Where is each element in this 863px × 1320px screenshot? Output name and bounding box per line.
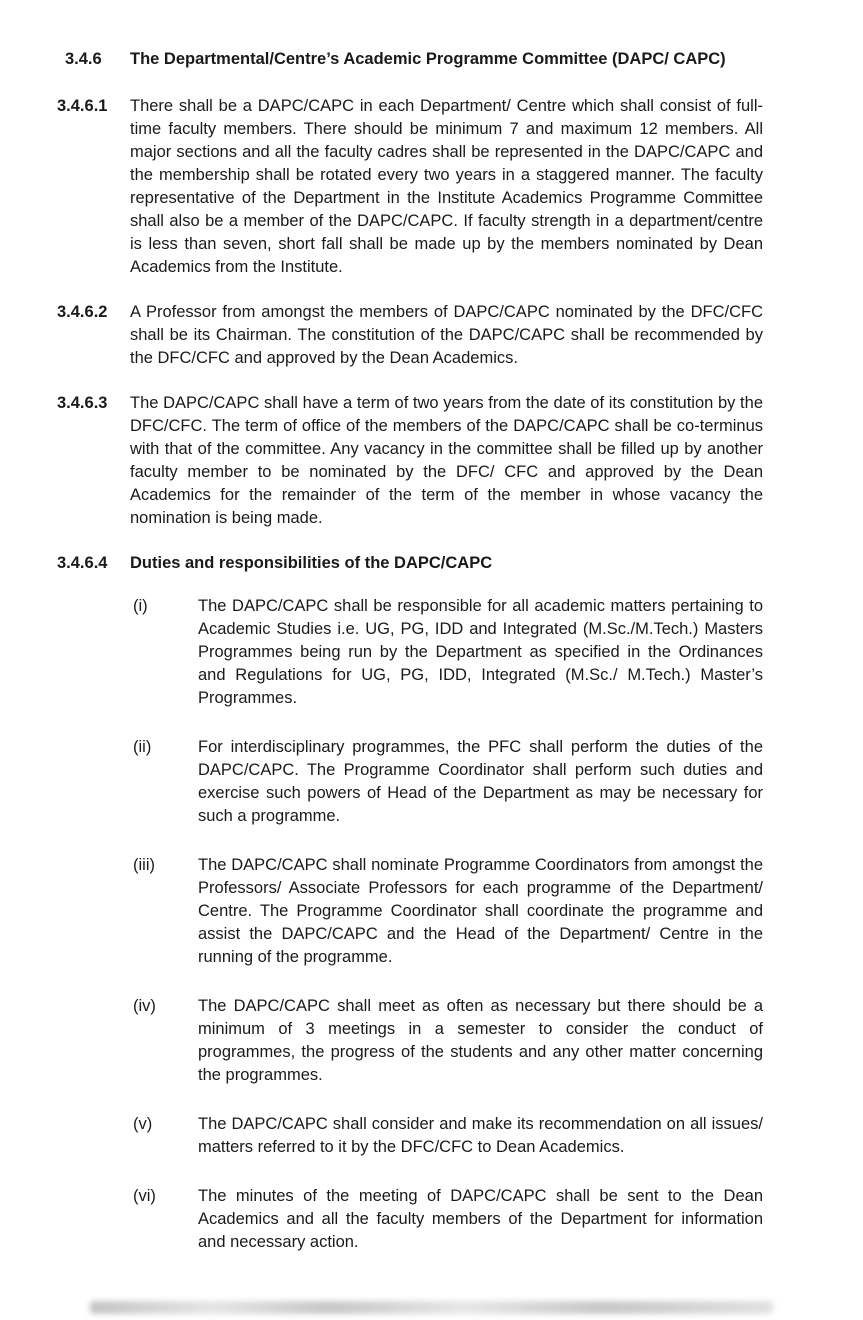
list-marker: (vi) bbox=[133, 1187, 156, 1205]
section-heading-number: 3.4.6 bbox=[65, 50, 102, 68]
list-marker: (iii) bbox=[133, 856, 155, 874]
duties-heading-number: 3.4.6.4 bbox=[57, 554, 108, 572]
list-item-v bbox=[133, 1113, 763, 1159]
list-marker: (v) bbox=[133, 1115, 153, 1133]
paragraph-3-4-6-1 bbox=[57, 95, 763, 279]
paragraph-text: There shall be a DAPC/CAPC in each Department/ Centre which shall consist of full-time faculty members. There should be minimum 7 and maximum 12 members. All major sections and all the faculty cadres shall be represented in the DAPC/CAPC and the membership shall be rotated every two years in a staggered manner. The faculty representative of the Department in the Institute Academics Programme Committee shall also be a member of the DAPC/CAPC. If faculty strength in a department/centre is less than seven, short fall shall be made up by the members nominated by Dean Academics from the Institute. bbox=[130, 97, 763, 276]
list-item-text: The DAPC/CAPC shall be responsible for all academic matters pertaining to Academic Studies i.e. UG, PG, IDD and Integrated (M.Sc./M.Tech.) Masters Programmes being run by the Department as specified in the Ordinances and Regulations for UG, PG, IDD, Integrated (M.Sc./ M.Tech.) Master’s Programmes. bbox=[198, 597, 763, 707]
paragraph-text: The DAPC/CAPC shall have a term of two years from the date of its constitution by the DFC/CFC. The term of office of the members of the DAPC/CAPC shall be co-terminus with that of the committee. Any vacancy in the committee shall be filled up by another faculty member to be nominated by the DFC/ CFC and approved by the Dean Academics for the remainder of the term of the member in whose vacancy the nomination is being made. bbox=[130, 394, 763, 527]
list-marker: (iv) bbox=[133, 997, 156, 1015]
paragraph-number: 3.4.6.1 bbox=[57, 97, 108, 115]
list-item-text: For interdisciplinary programmes, the PFC shall perform the duties of the DAPC/CAPC. The Programme Coordinator shall perform such duties and exercise such powers of Head of the Department as may be necessary for such a programme. bbox=[198, 738, 763, 825]
list-marker: (i) bbox=[133, 597, 148, 615]
next-page-edge bbox=[90, 1301, 773, 1314]
duties-heading bbox=[57, 552, 763, 575]
paragraph-3-4-6-2 bbox=[57, 301, 763, 370]
paragraph-3-4-6-3 bbox=[57, 392, 763, 530]
list-item-text: The minutes of the meeting of DAPC/CAPC shall be sent to the Dean Academics and all the faculty members of the Department for information and necessary action. bbox=[198, 1187, 763, 1251]
list-marker: (ii) bbox=[133, 738, 152, 756]
list-item-vi bbox=[133, 1185, 763, 1254]
list-item-iii bbox=[133, 854, 763, 969]
paragraph-number: 3.4.6.2 bbox=[57, 303, 108, 321]
list-item-iv bbox=[133, 995, 763, 1087]
paragraph-text: A Professor from amongst the members of DAPC/CAPC nominated by the DFC/CFC shall be its Chairman. The constitution of the DAPC/CAPC shall be recommended by the DFC/CFC and approved by the Dean Academics. bbox=[130, 303, 763, 367]
list-item-text: The DAPC/CAPC shall nominate Programme Coordinators from amongst the Professors/ Associate Professors for each programme of the Department/ Centre. The Programme Coordinator shall coordinate the programme and assist the DAPC/CAPC and the Head of the Department/ Centre in the running of the programme. bbox=[198, 856, 763, 966]
section-heading bbox=[65, 48, 763, 71]
list-item-text: The DAPC/CAPC shall meet as often as necessary but there should be a minimum of 3 meetings in a semester to consider the conduct of programmes, the progress of the students and any other matter concerning the programmes. bbox=[198, 997, 763, 1084]
section-heading-text: The Departmental/Centre’s Academic Programme Committee (DAPC/ CAPC) bbox=[130, 50, 726, 68]
list-item-i bbox=[133, 595, 763, 710]
list-item-ii bbox=[133, 736, 763, 828]
duties-heading-text: Duties and responsibilities of the DAPC/CAPC bbox=[130, 554, 493, 572]
list-item-text: The DAPC/CAPC shall consider and make its recommendation on all issues/ matters referred to it by the DFC/CFC to Dean Academics. bbox=[198, 1115, 763, 1156]
paragraph-number: 3.4.6.3 bbox=[57, 394, 108, 412]
